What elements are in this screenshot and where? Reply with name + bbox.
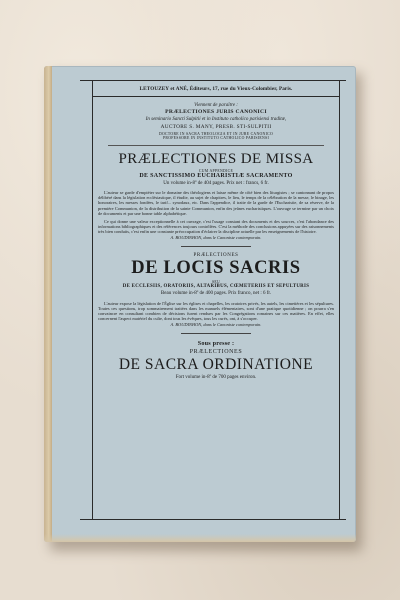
divider: [181, 246, 251, 247]
book1-title: PRÆLECTIONES DE MISSA: [118, 150, 314, 167]
cover-text: [96, 83, 336, 513]
border-frame-left: [92, 80, 93, 520]
divider: [181, 333, 251, 334]
announce-label: Viennent de paraître :: [194, 103, 238, 108]
book2-signature: A. BOUDINHON, dans le Canoniste contemporain.: [170, 322, 262, 328]
divider: [92, 96, 340, 97]
book-spine: [44, 66, 52, 542]
book1-signature: A. BOUDINHON, dans le Canoniste contemporain.: [170, 234, 262, 240]
book2-subtitle: DE ECCLESIIS, ORATORIIS, ALTARIBUS, CŒMETERIIS ET SEPULTURIS: [122, 284, 310, 290]
publisher-line: LETOUZEY et ANÉ, Éditeurs, 17, rue du Vieux-Colombier, Paris.: [139, 86, 293, 92]
book1-paragraph-2: Ce qui donne une valeur exceptionnelle à cet ouvrage, c'est l'usage constant des documents et des sources, c'est l'abondance des informations bibliographiques et des références toujours contrôlées. C'est la méthode des conclusions appuyées sur des raisonnements très bien conduits, c'est enfin une constante préoccupation d'éclairer la discipline actuelle par les enseignements de l'histoire.: [98, 218, 334, 234]
announce-line: In seminario Sancti Sulpitii et in Instituto catholico parisiensi traditæ,: [145, 117, 287, 123]
book2-seu: SEU: [211, 280, 221, 285]
announce-title: PRÆLECTIONES JURIS CANONICI: [165, 109, 267, 116]
border-frame-right: [339, 80, 340, 520]
book3-pre: PRÆLECTIONES: [189, 349, 243, 356]
author-role-2: PROFESSORE IN INSTITUTO CATHOLICO PARISIENSI: [162, 135, 270, 140]
book1-paragraph-1: L'auteur se garde d'empiéter sur le domaine des théologiens et laisse même de côté bien des liturgistes ; se cantonnant de propos délibéré dans la législation ecclésiastique, il étudie, au sujet de chapitres, le lieu, le temps de la célébration de la messe, le binage, les honoraires, les messes fondées, le tarif... synodaux, etc. Dans l'appendice, il traite de la garde de l'Eucharistie, de sa réserve, de la première Communion, de la distribution de la sainte Communion, enfin des jeûnes eucharistiques. L'ouvrage se termine par un choix de documents et par une bonne table alphabétique.: [98, 190, 334, 216]
book2-info: Beau volume in-8º de 400 pages. Prix franco, net : 6 fr.: [160, 291, 272, 297]
book3-label: Sous presse :: [197, 340, 235, 348]
book1-info: Un volume in-8º de 404 pages. Prix net : francs, 6 fr.: [163, 180, 269, 186]
book3-title: DE SACRA ORDINATIONE: [118, 355, 314, 373]
book3-info: Fort volume in-8º de 700 pages environ.: [175, 374, 257, 380]
book-back-cover: [44, 66, 356, 542]
book1-subtitle: DE SANCTISSIMO EUCHARISTIÆ SACRAMENTO: [139, 172, 293, 179]
book1-cum: CUM APPENDICE: [198, 168, 234, 173]
author-role-1: DOCTORE IN SACRA THEOLOGIA ET IN JURE CANONICO: [158, 131, 274, 136]
divider: [108, 145, 324, 146]
book2-pre: PRÆLECTIONES: [193, 252, 239, 258]
book2-paragraph-1: L'auteur expose la législation de l'Église sur les églises et chapelles, les oratoires privés, les autels, les cimetières et les sépultures. Toutes ces questions, trop sommairement traitées dans les manuels élémentaires, sont d'une pratique quotidienne ; on pourra s'en convaincre en consultant combien de décisions furent rendues par les Congrégations romaines sur ces matières. En effet, elles concernent l'aspect matériel du culte, dont tous les évêques, tous les curés, ont, à s'occuper.: [98, 300, 334, 322]
book2-title: DE LOCIS SACRIS: [131, 258, 301, 279]
author-line: AUCTORE S. MANY, PRESB. STI-SULPITII: [160, 123, 272, 130]
cover-wear: [44, 534, 356, 542]
